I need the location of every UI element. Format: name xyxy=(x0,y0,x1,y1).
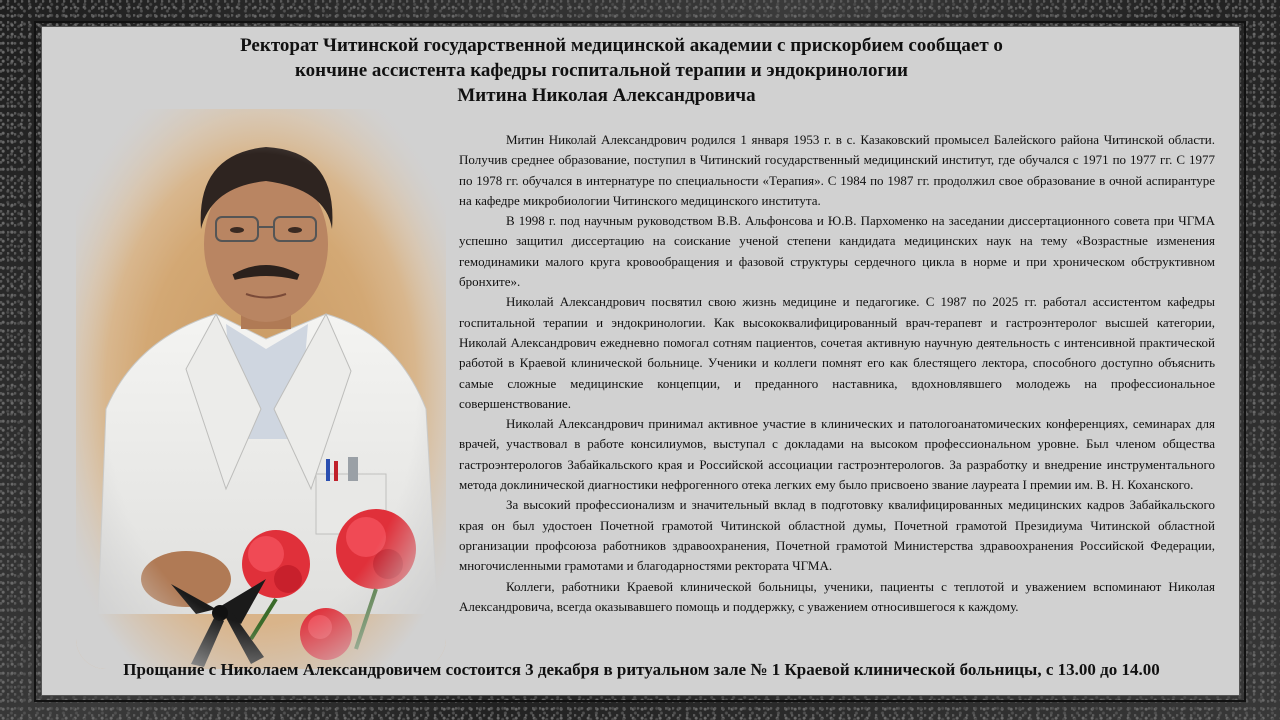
obituary-heading xyxy=(42,33,1241,108)
farewell-announcement: Прощание с Николаем Александровичем состоится 3 декабря в ритуальном зале № 1 Краевой клинической больницы, с 13.00 до 14.00 xyxy=(123,660,1160,679)
bio-paragraph-5: За высокий профессионализм и значительный вклад в подготовку квалифицированных медицинских кадров Забайкальского края он был удостоен Почетной грамотой Читинской областной думы, Почетной грамотой Президиума Читинской областной организации профсоюза работников здравоохранения, Почетной грамотой Министерства здравоохранения Российской Федерации, многочисленными грамотами и благодарностями ректората ЧГМА. xyxy=(459,497,1215,574)
portrait-illustration xyxy=(76,109,446,669)
heading-line-1: Ректорат Читинской государственной медицинской академии с прискорбием сообщает о xyxy=(240,35,1003,56)
bio-paragraph-6: Коллеги, работники Краевой клинической больницы, ученики, пациенты с теплотой и уважением вспоминают Николая Александровича, всегда оказывавшего помощь и поддержку, с уважением относившегося к каждому. xyxy=(459,578,1215,614)
portrait-photo xyxy=(76,109,446,669)
biography-text xyxy=(459,130,1215,617)
heading-line-3: Митина Николая Александровича xyxy=(457,85,756,106)
bio-paragraph-4: Николай Александрович принимал активное участие в клинических и патологоанатомических конференциях, семинарах для врачей, участвовал в работе консилиумов, выступал с докладами на высоком профессиональном уровне. Был членом общества гастроэнтерологов Забайкальского края и Российской ассоциации гастроэнтерологов. За разработку и внедрение инструментального метода доклинической диагностики нефрогенного отека легких ему было присвоено звание лауреата I премии им. В. Н. Коханского. xyxy=(459,416,1215,493)
bio-paragraph-1: Митин Николай Александрович родился 1 января 1953 г. в с. Казаковский промысел Балейского района Читинской области. Получив среднее образование, поступил в Читинский государственный медицинский институт, где обучался с 1971 по 1977 гг. С 1977 по 1978 гг. обучался в интернатуре по специальности «Терапия». С 1984 по 1987 гг. продолжил свое образование в очной аспирантуре на кафедре микробиологии Читинского медицинского института. xyxy=(459,132,1215,208)
obituary-panel xyxy=(41,26,1240,696)
bio-paragraph-3: Николай Александрович посвятил свою жизнь медицине и педагогике. С 1987 по 2025 гг. работал ассистентом кафедры госпитальной терапии и эндокринологии. Как высококвалифицированный врач-терапевт и гастроэнтеролог высшей категории, Николай Александрович ежедневно помогал сотням пациентов, сочетая активную научную деятельность с интенсивной практической работой в Краевой клинической больнице. Ученики и коллеги помнят его как блестящего лектора, способного доступно объяснить самые сложные медицинские концепции, и преданного наставника, вдохновлявшего молодежь на профессиональное совершенствование. xyxy=(459,294,1215,411)
bio-paragraph-2: В 1998 г. под научным руководством В.В. Альфонсова и Ю.В. Пархоменко на заседании диссертационного совета при ЧГМА успешно защитил диссертацию на соискание ученой степени кандидата медицинских наук на тему «Возрастные изменения гемодинамики малого круга кровообращения и фазовой структуры сердечного цикла в норме и при хроническом обструктивном бронхите». xyxy=(459,213,1215,290)
heading-line-2: кончине ассистента кафедры госпитальной терапии и эндокринологии xyxy=(294,60,908,81)
